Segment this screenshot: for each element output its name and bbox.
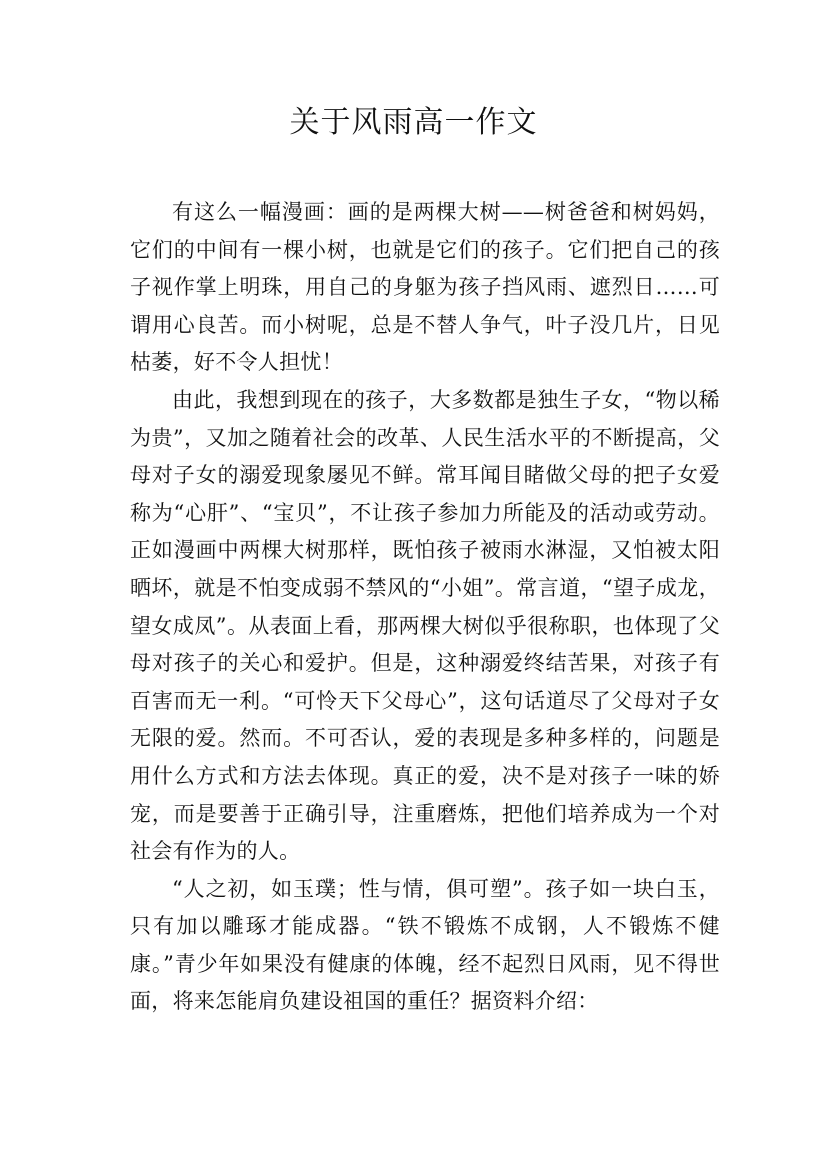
paragraph-1: 有这么一幅漫画：画的是两棵大树——树爸爸和树妈妈，它们的中间有一棵小树，也就是它们的孩子。它们把自己的孩子视作掌上明珠，用自己的身躯为孩子挡风雨、遮烈日……可谓用心良苦。而小树呢，总是不替人争气，叶子没几片，日见枯萎，好不令人担忧！ [130,200,720,375]
document-body [130,194,720,1021]
paragraph-2: 由此，我想到现在的孩子，大多数都是独生子女，“物以稀为贵”，又加之随着社会的改革、人民生活水平的不断提高，父母对子女的溺爱现象屡见不鲜。常耳闻目睹做父母的把子女爱称为“心肝”、“宝贝”，不让孩子参加力所能及的活动或劳动。正如漫画中两棵大树那样，既怕孩子被雨水淋湿，又怕被太阳晒坏，就是不怕变成弱不禁风的“小姐”。常言道，“望子成龙，望女成凤”。从表面上看，那两棵大树似乎很称职，也体现了父母对孩子的关心和爱护。但是，这种溺爱终结苦果，对孩子有百害而无一利。“可怜天下父母心”，这句话道尽了父母对子女无限的爱。然而。不可否认，爱的表现是多种多样的，问题是用什么方式和方法去体现。真正的爱，决不是对孩子一味的娇宠，而是要善于正确引导，注重磨炼，把他们培养成为一个对社会有作为的人。 [130,387,720,864]
paragraph-3: “人之初，如玉璞；性与情，俱可塑”。孩子如一块白玉，只有加以雕琢才能成器。“铁不锻炼不成钢，人不锻炼不健康。”青少年如果没有健康的体魄，经不起烈日风雨，见不得世面，将来怎能肩负建设祖国的重任？据资料介绍： [130,876,720,1014]
document-title: 关于风雨高一作文 [289,105,538,140]
